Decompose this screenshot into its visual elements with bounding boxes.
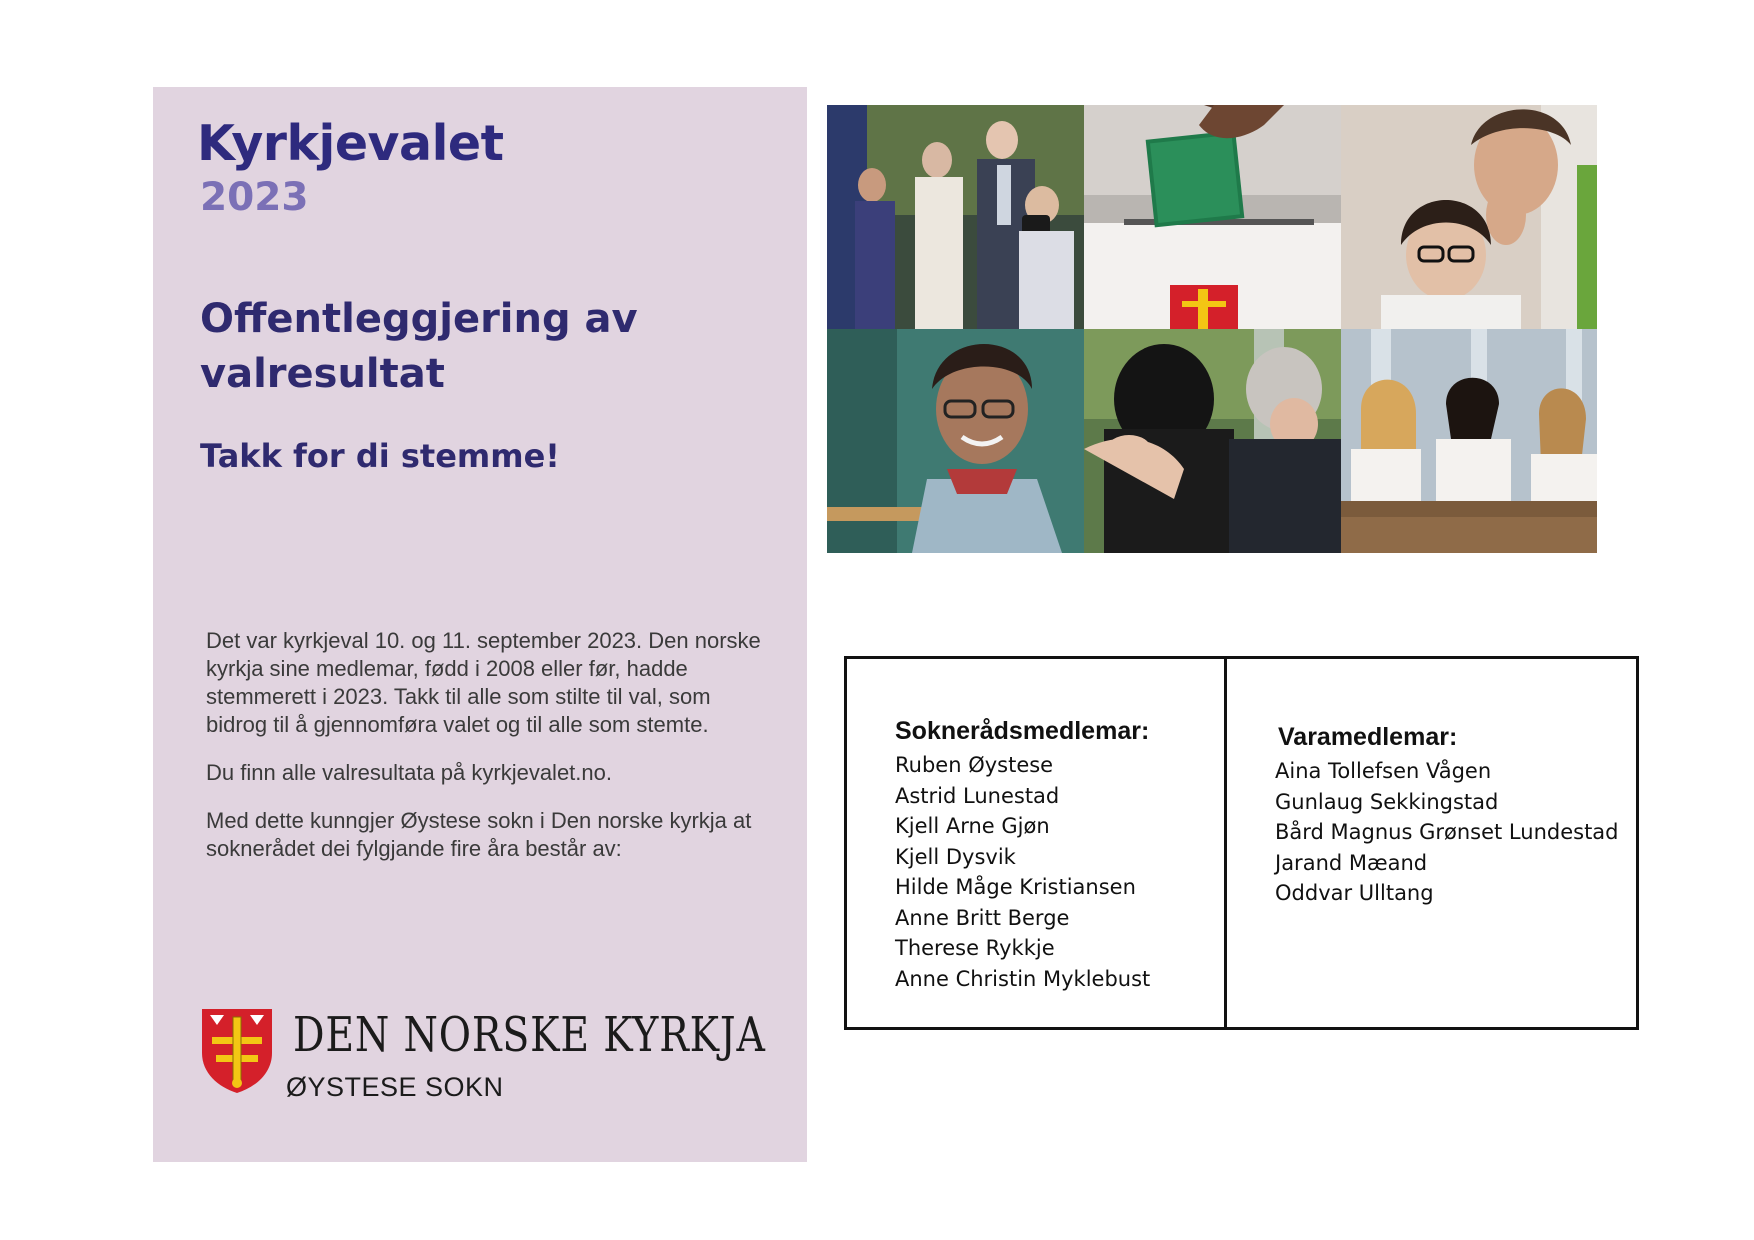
list-item: Therese Rykkje (895, 936, 1055, 960)
list-item: Kjell Arne Gjøn (895, 814, 1050, 838)
choir-youth-photo (1341, 329, 1597, 553)
brand-title: Kyrkjevalet (197, 115, 504, 172)
list-item: Anne Christin Myklebust (895, 966, 1151, 991)
left-panel (153, 87, 807, 1162)
list-item: Astrid Lunestad (895, 783, 1060, 808)
smiling-woman-photo (827, 329, 1084, 553)
page-title: Offentleggjering av valresultat (200, 296, 638, 397)
paragraph-announcement: Med dette kunngjer Øystese sokn i Den norske kyrkja at soknerådet dei fylgjande fire åra består av: (206, 808, 752, 861)
paragraph-election-info: Det var kyrkjeval 10. og 11. september 2023. Den norske kyrkja sine medlemar, fødd i 2008 eller før, hadde stemmerett i 2023. Takk til alle som stilte til val, som bidrog til å gjennomføra valet og til alle som stemte. (206, 628, 761, 737)
embrace-photo (1084, 329, 1341, 553)
list-item: Ruben Øystese (895, 753, 1054, 777)
council-members-column (847, 659, 1227, 1027)
ballot-box-photo (1084, 105, 1341, 329)
thanks-subtitle: Takk for di stemme! (200, 437, 560, 475)
deputy-members-title: Varamedlemar: (1278, 723, 1458, 751)
list-item: Anne Britt Berge (895, 905, 1070, 930)
church-shield-icon (200, 1007, 274, 1095)
photo-collage (827, 105, 1597, 553)
list-item: Aina Tollefsen Vågen (1275, 759, 1492, 783)
deputy-members-list (1275, 756, 1636, 909)
list-item: Gunlaug Sekkingstad (1275, 789, 1499, 814)
list-item: Jarand Mæand (1275, 850, 1428, 875)
parish-name: ØYSTESE SOKN (286, 1072, 504, 1102)
brand-year: 2023 (200, 175, 309, 220)
council-members-title: Soknerådsmedlemar: (895, 717, 1150, 745)
paragraph-results-link: Du finn alle valresultata på kyrkjevalet.no. (206, 760, 612, 785)
list-item: Hilde Måge Kristiansen (895, 875, 1136, 899)
list-item: Kjell Dysvik (895, 844, 1016, 869)
organization-name: DEN NORSKE KYRKJA (293, 1007, 766, 1063)
council-members-list (895, 750, 1224, 994)
list-item: Oddvar Ulltang (1275, 881, 1434, 905)
deputy-members-column (1227, 659, 1636, 1027)
woman-and-girl-photo (1341, 105, 1597, 329)
people-applauding-photo (827, 105, 1084, 329)
members-table (844, 656, 1639, 1030)
announcement-text (206, 627, 776, 883)
list-item: Bård Magnus Grønset Lundestad (1275, 820, 1619, 844)
